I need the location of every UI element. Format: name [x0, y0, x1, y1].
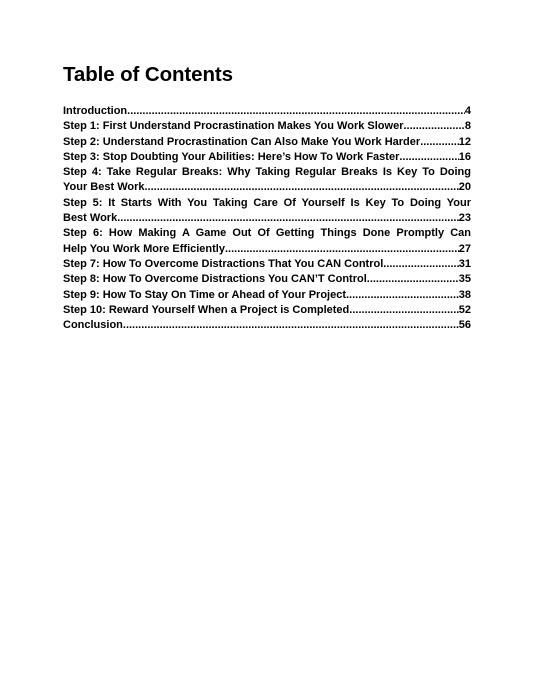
toc-entry-text: Step 1: First Understand Procrastination Makes You Work Slower — [63, 120, 404, 133]
toc-entry-text: Step 9: How To Stay On Time or Ahead of Your Project — [63, 288, 346, 301]
toc-page-number: 52 — [458, 303, 471, 316]
toc-entry-step-6[interactable] — [63, 226, 471, 257]
toc-entry-step-7[interactable] — [63, 257, 471, 272]
toc-page-number: 4 — [464, 105, 471, 117]
toc-entry-line-2 — [63, 242, 471, 257]
dot-leader — [123, 318, 459, 333]
toc-entry-step-5[interactable] — [63, 196, 471, 227]
dot-leader — [367, 272, 459, 287]
toc-entry-text: Introduction — [63, 105, 128, 117]
toc-entry-text: Step 8: How To Overcome Distractions You CAN’T Control — [63, 273, 367, 286]
toc-entry-text-line-1: Step 6: How Making A Game Out Of Getting Things Done Promptly Can — [63, 227, 471, 240]
dot-leader — [145, 180, 459, 195]
dot-leader — [349, 303, 458, 318]
dot-leader — [127, 104, 465, 119]
toc-entry-text: Step 3: Stop Doubting Your Abilities: Here’s How To Work Faster — [63, 150, 400, 163]
toc-entry-text-line-1: Step 5: It Starts With You Taking Care Of Yourself Is Key To Doing Your — [63, 196, 471, 209]
toc-entry-step-9[interactable] — [63, 288, 471, 303]
toc-entry-step-10[interactable] — [63, 303, 471, 318]
page-title: Table of Contents — [63, 63, 233, 86]
toc-entry-text: Step 7: How To Overcome Distractions That You CAN Control — [63, 257, 384, 270]
toc-entry-step-8[interactable] — [63, 272, 471, 287]
dot-leader — [399, 150, 458, 165]
toc-entry-line-2 — [63, 180, 471, 195]
toc-entry-conclusion[interactable] — [63, 318, 471, 333]
toc-entry-text-line-2: Your Best Work — [63, 181, 145, 194]
toc-page-number: 23 — [458, 212, 471, 225]
dot-leader — [117, 211, 459, 226]
toc-list — [63, 104, 471, 333]
dot-leader — [346, 288, 459, 303]
toc-page-number: 35 — [458, 273, 471, 286]
toc-entry-text-line-2: Best Work — [63, 212, 118, 225]
toc-entry-text: Conclusion — [63, 319, 123, 332]
toc-page-number: 16 — [458, 150, 471, 163]
toc-page-number: 56 — [458, 319, 471, 332]
toc-entry-text-line-2: Help You Work More Efficiently — [63, 242, 225, 255]
toc-page-number: 31 — [458, 257, 471, 270]
toc-entry-step-4[interactable] — [63, 165, 471, 196]
toc-entry-introduction[interactable] — [63, 104, 471, 119]
toc-page-number: 12 — [458, 135, 471, 148]
toc-entry-text: Step 2: Understand Procrastination Can Also Make You Work Harder — [63, 135, 421, 148]
dot-leader — [420, 135, 459, 150]
dot-leader — [383, 257, 458, 272]
toc-page-number: 38 — [458, 288, 471, 301]
dot-leader — [403, 119, 464, 134]
toc-page-number: 8 — [464, 120, 471, 133]
toc-entry-step-2[interactable] — [63, 135, 471, 150]
toc-page-number: 20 — [458, 181, 471, 194]
toc-entry-step-3[interactable] — [63, 150, 471, 165]
toc-entry-line-2 — [63, 211, 471, 226]
dot-leader — [225, 242, 459, 257]
toc-entry-step-1[interactable] — [63, 119, 471, 134]
toc-entry-text-line-1: Step 4: Take Regular Breaks: Why Taking Regular Breaks Is Key To Doing — [63, 166, 471, 179]
toc-entry-text: Step 10: Reward Yourself When a Project is Completed — [63, 303, 350, 316]
toc-page-number: 27 — [458, 242, 471, 255]
